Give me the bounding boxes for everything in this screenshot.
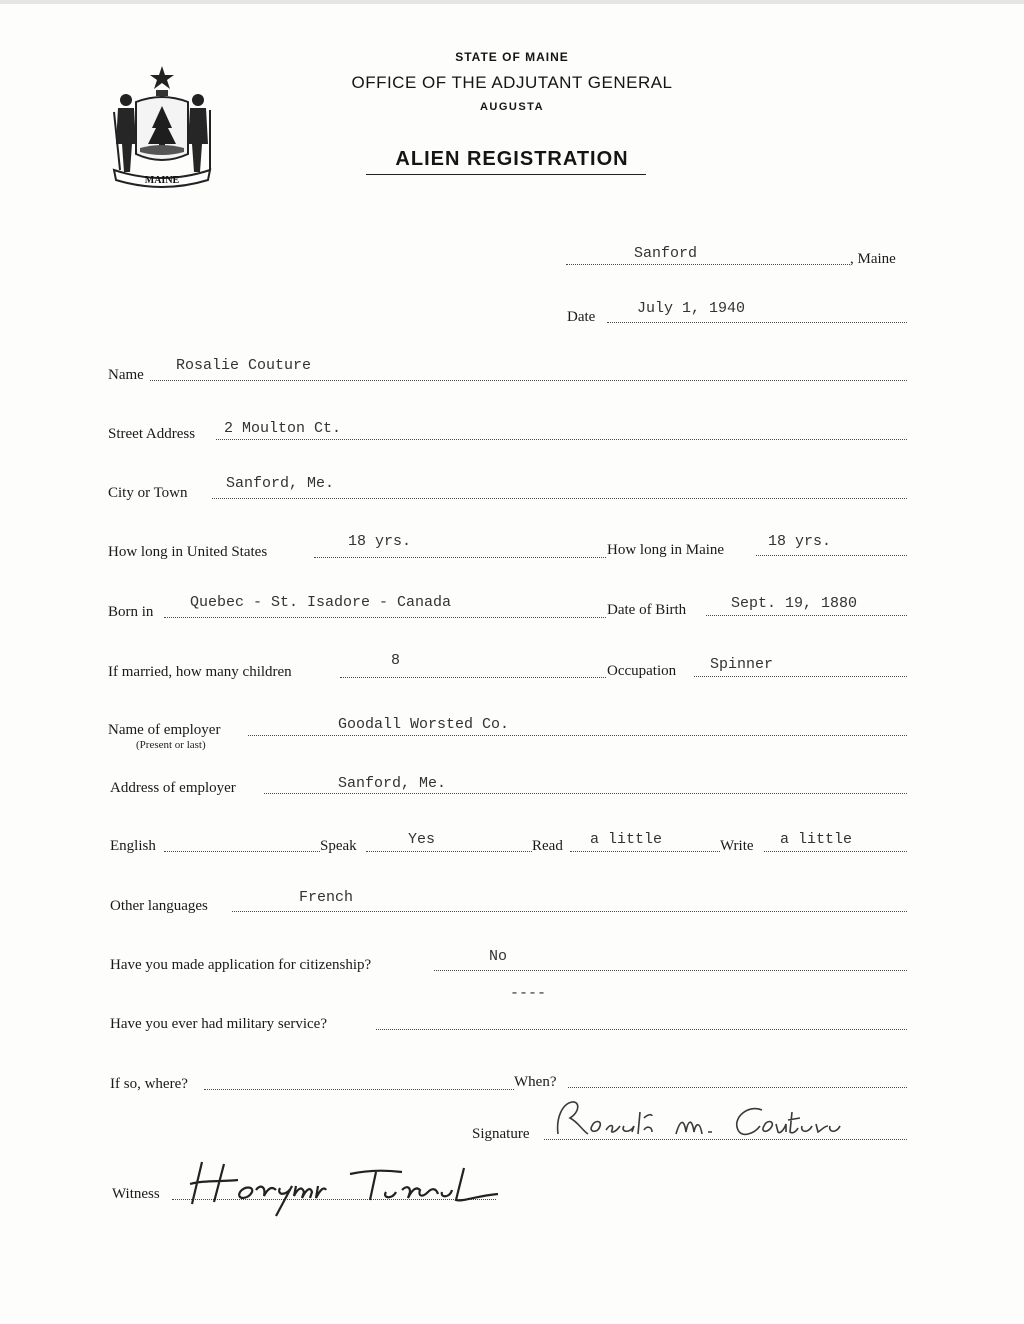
read-dotted-line — [570, 851, 720, 852]
children-dotted-line — [340, 677, 606, 678]
us-duration-value: 18 yrs. — [348, 533, 412, 550]
children-label: If married, how many children — [108, 664, 292, 680]
citizenship-label: Have you made application for citizenship? — [110, 957, 372, 973]
dob-value: Sept. 19, 1880 — [731, 595, 858, 612]
name-value: Rosalie Couture — [176, 357, 312, 374]
military-label: Have you ever had military service? — [110, 1016, 327, 1032]
where-label: If so, where? — [110, 1076, 188, 1092]
english-dotted-line — [164, 851, 320, 852]
dob-label: Date of Birth — [607, 602, 687, 618]
city-label: City or Town — [108, 485, 188, 501]
other-languages-value: French — [299, 889, 354, 906]
city-dotted-line — [212, 498, 907, 499]
employer-address-dotted-line — [264, 793, 907, 794]
when-label: When? — [514, 1074, 557, 1090]
date-label: Date — [567, 309, 596, 325]
employer-address-value: Sanford, Me. — [338, 775, 447, 792]
employer-address-label: Address of employer — [110, 780, 236, 796]
employer-label: Name of employer — [108, 722, 221, 738]
seal-text: MAINE — [144, 175, 180, 186]
military-value: ---- — [510, 985, 547, 1002]
speak-label: Speak — [320, 838, 357, 854]
where-dotted-line — [204, 1089, 514, 1090]
applicant-signature — [548, 1096, 848, 1142]
witness-signature — [180, 1156, 510, 1218]
street-label: Street Address — [108, 426, 196, 442]
occupation-dotted-line — [694, 676, 907, 677]
witness-label: Witness — [112, 1186, 160, 1202]
scan-edge — [0, 0, 1024, 4]
english-label: English — [110, 838, 156, 854]
occupation-value: Spinner — [710, 656, 774, 673]
other-languages-label: Other languages — [110, 898, 208, 914]
born-value: Quebec - St. Isadore - Canada — [190, 594, 452, 611]
read-label: Read — [532, 838, 563, 854]
military-dotted-line — [376, 1029, 907, 1030]
speak-dotted-line — [366, 851, 532, 852]
state-heading: STATE OF MAINE — [455, 50, 569, 64]
write-value: a little — [780, 831, 853, 848]
form-title: ALIEN REGISTRATION — [395, 148, 629, 170]
name-dotted-line — [150, 380, 907, 381]
date-dotted-line — [607, 322, 907, 323]
write-label: Write — [720, 838, 754, 854]
born-label: Born in — [108, 604, 154, 620]
location-value: Sanford — [634, 245, 698, 262]
born-dotted-line — [164, 617, 606, 618]
when-dotted-line — [568, 1087, 907, 1088]
title-underline — [366, 174, 646, 175]
us-duration-label: How long in United States — [108, 544, 268, 560]
read-value: a little — [590, 831, 663, 848]
employer-dotted-line — [248, 735, 907, 736]
occupation-label: Occupation — [607, 663, 677, 679]
street-dotted-line — [216, 439, 907, 440]
speak-value: Yes — [408, 831, 436, 848]
children-value: 8 — [391, 652, 401, 669]
name-label: Name — [108, 367, 144, 383]
date-value: July 1, 1940 — [637, 300, 746, 317]
location-dotted-line — [566, 264, 850, 265]
citizenship-value: No — [489, 948, 508, 965]
signature-label: Signature — [472, 1126, 530, 1142]
us-duration-dotted-line — [314, 557, 606, 558]
office-heading: OFFICE OF THE ADJUTANT GENERAL — [351, 73, 673, 92]
dob-dotted-line — [706, 615, 907, 616]
street-value: 2 Moulton Ct. — [224, 420, 342, 437]
citizenship-dotted-line — [434, 970, 907, 971]
write-dotted-line — [764, 851, 907, 852]
maine-duration-label: How long in Maine — [607, 542, 725, 558]
employer-value: Goodall Worsted Co. — [338, 716, 510, 733]
employer-sublabel: (Present or last) — [136, 739, 206, 751]
other-languages-dotted-line — [232, 911, 907, 912]
maine-duration-dotted-line — [756, 555, 907, 556]
city-heading: AUGUSTA — [479, 101, 545, 113]
city-value: Sanford, Me. — [226, 475, 335, 492]
location-label: , Maine — [850, 251, 896, 267]
maine-duration-value: 18 yrs. — [768, 533, 832, 550]
